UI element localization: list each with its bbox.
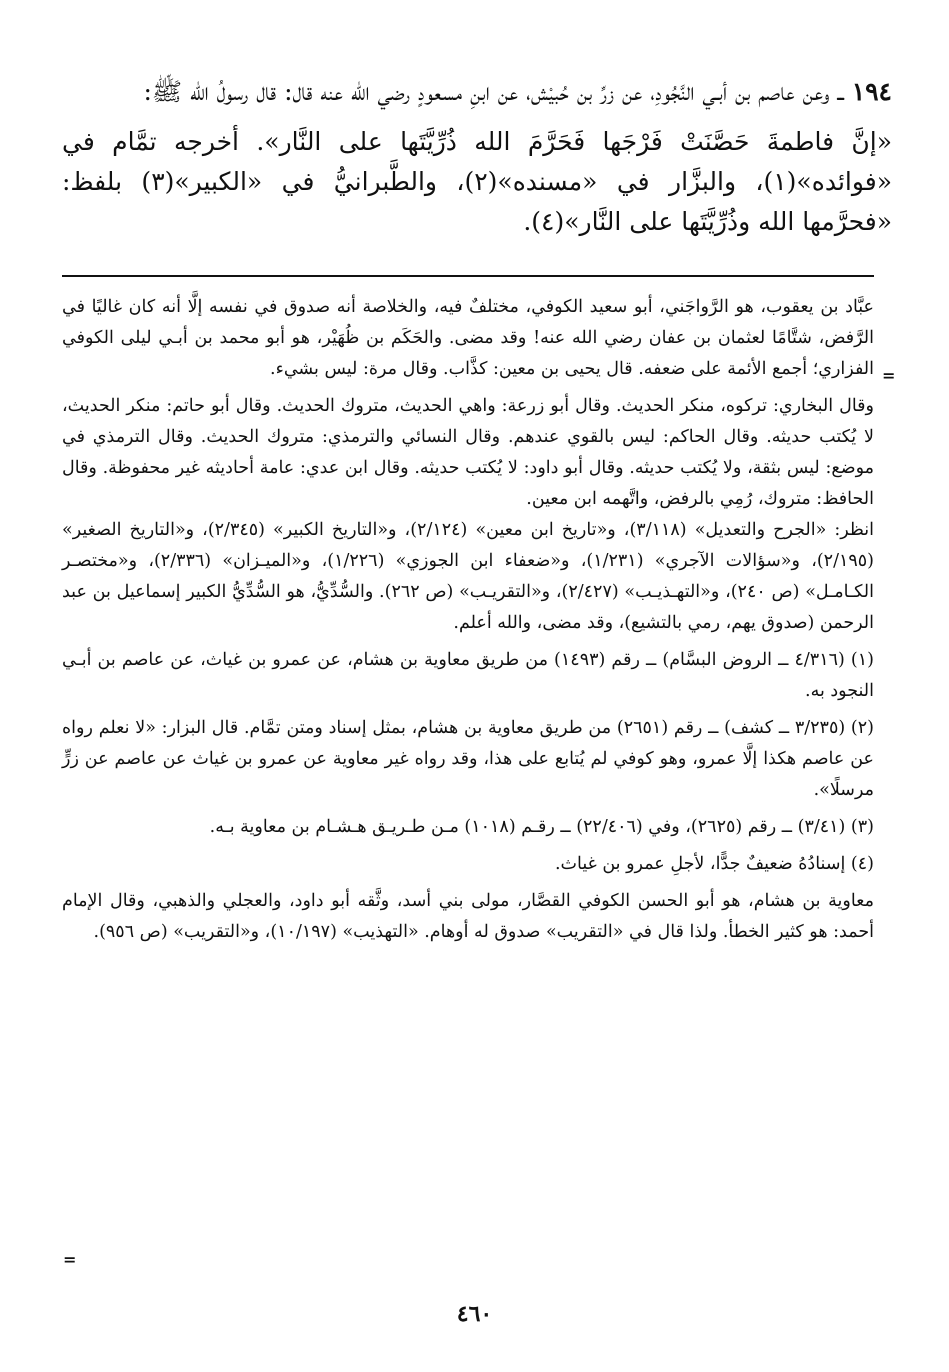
footnote-4: (٤) إسنادُهُ ضعيفٌ جدًّا، لأجلِ عمرو بن غياث. bbox=[554, 854, 874, 874]
hadith-number: ١٩٤ bbox=[851, 77, 892, 106]
footnote-4-detail: معاوية بن هشام، هو أبو الحسن الكوفي القصَّار، مولى بني أسد، وثَّقه أبو داود، والعجلي والذهبي، وقال الإمام أحمد: هو كثير الخطأ. ولذا قال في «التقريب» صدوق له أوهام. «التهذيب» (١٠/١٩٧)، و«التقريب» (ص ٩٥٦). bbox=[62, 891, 874, 942]
hadith-194 bbox=[62, 72, 892, 242]
page-number: ٤٦٠ bbox=[456, 1301, 493, 1327]
footnote-1: (١) (٤/٣١٦ ــ الروض البسَّام) ــ رقم (١٤٩٣) من طريق معاوية بن هشام، عن عمرو بن غياث، عن عاصم بن أبـي النجود به. bbox=[62, 650, 874, 701]
continuation-mark-top: = bbox=[882, 366, 896, 385]
hadith-intro bbox=[62, 72, 892, 112]
footnotes-block bbox=[62, 292, 874, 948]
hadith-text: «إنَّ فاطمةَ حَصَّنَتْ فَرْجَها فَحَرَّمَ الله ذُرِّيَّتَها على النَّار». أخرجه تمَّام في «فوائده»(١)، والبزَّار في «مسنده»(٢)، والطَّبرانيُّ في «الكبير»(٣) بلفظ: «فحرَّمها الله وذُرِّيَّتَها على النَّار»(٤). bbox=[62, 127, 893, 236]
footnote-continued-2: وقال البخاري: تركوه، منكر الحديث. وقال أبو زرعة: واهي الحديث، متروك الحديث. وقال أبو حاتم: منكر الحديث، لا يُكتب حديثه. وقال الحاكم: ليس بالقوي عندهم. وقال النسائي والترمذي: متروك الحديث. وقال الترمذي في موضع: ليس بثقة، ولا يُكتب حديثه. وقال أبو داود: لا يُكتب حديثه. وقال ابن عدي: عامة أحاديثه غير محفوظة. وقال الحافظ: متروك، رُمِي بالرفض، واتَّهمه ابن معين. bbox=[62, 396, 874, 509]
footnote-2: (٢) (٣/٢٣٥ ــ كشف) ــ رقم (٢٦٥١) من طريق معاوية بن هشام، بمثل إسناد ومتن تمَّام. قال البزار: «لا نعلم رواه عن عاصم هكذا إلَّا عمرو، وهو كوفي لم يُتابع على هذا، وقد رواه غير معاوية عن عمرو بن غياث عن عاصم عن زرٍّ مرسلًا». bbox=[62, 718, 874, 800]
footnote-3: (٣) (٣/٤١) ــ رقم (٢٦٢٥)، وفي (٢٢/٤٠٦) ــ رقـم (١٠١٨) مـن طـريـق هـشـام بن معاوية بـه. bbox=[209, 817, 874, 837]
hadith-isnad: ــ وعن عاصم بن أبـي النَّجُودِ، عن زرِّ بن حُبيْش، عن ابنِ مسعودٍ رضي الله عنه قال: قال رسولُ الله ﷺ: bbox=[143, 77, 844, 106]
footnote-separator bbox=[62, 275, 874, 277]
footnote-continued-1: عبَّاد بن يعقوب، هو الرَّواجَني، أبو سعيد الكوفي، مختلفٌ فيه، والخلاصة أنه صدوق في نفسه إلَّا أنه كان غاليًا في الرَّفض، شتَّامًا لعثمان بن عفان رضي الله عنه! وقد مضى. والحَكَم بن ظُهَيْر، هو أبو محمد بن أبـي ليلى الكوفي الفزاري؛ أجمع الأئمة على ضعفه. قال يحيى بن معين: كذَّاب. وقال مرة: ليس بشيء. bbox=[62, 297, 874, 379]
main-text-block bbox=[62, 72, 892, 242]
continuation-mark-bottom: = bbox=[63, 1250, 77, 1269]
footnote-continued-refs: انظر: «الجرح والتعديل» (٣/١١٨)، و«تاريخ ابن معين» (٢/١٢٤)، و«التاريخ الكبير» (٢/٣٤٥)، و«التاريخ الصغير» (٢/١٩٥)، و«سؤالات الآجري» (١/٢٣١)، و«ضعفاء ابن الجوزي» (١/٢٢٦)، و«الميـزان» (٢/٣٣٦)، و«مختصـر الكـامـل» (ص ٢٤٠)، و«التهـذيـب» (٢/٤٢٧)، و«التقريـب» (ص ٢٦٢). والسُّدِّيُّ، هو السُّدِّيُّ الكبير إسماعيل بن عبد الرحمن (صدوق يهم، رمي بالتشيع)، وقد مضى، والله أعلم. bbox=[62, 520, 875, 633]
